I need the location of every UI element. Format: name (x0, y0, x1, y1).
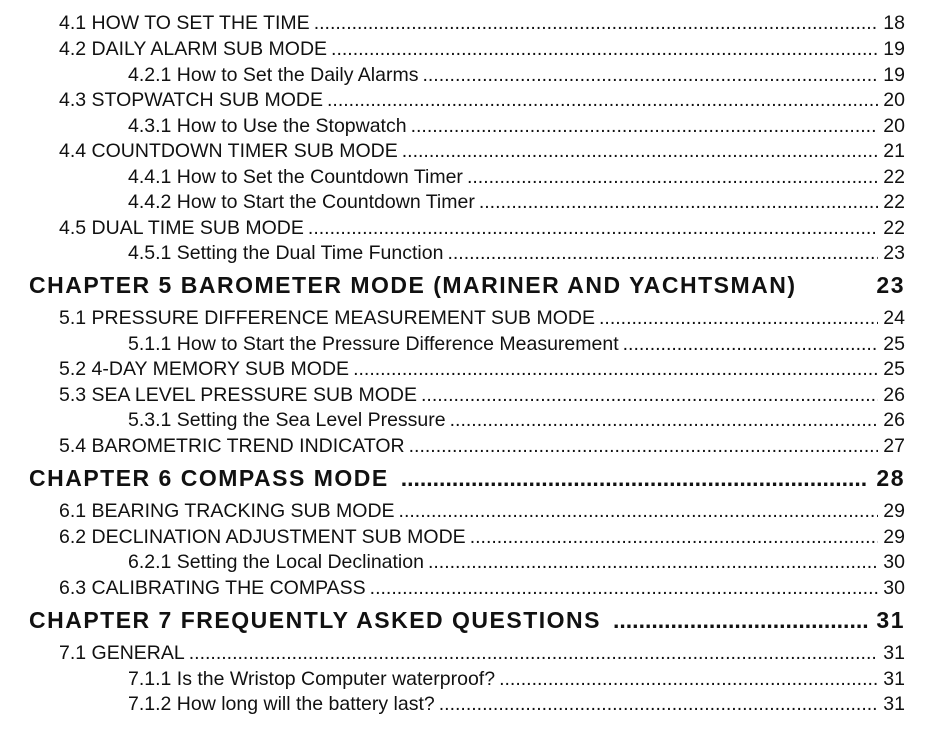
dot-leader (428, 551, 878, 574)
dot-leader (599, 307, 878, 330)
toc-page-number: 20 (883, 89, 905, 111)
dot-leader (327, 89, 878, 112)
dot-leader (370, 577, 879, 600)
toc-entry[interactable] (128, 64, 905, 87)
dot-leader (353, 358, 878, 381)
toc-entry-title: 6.2 DECLINATION ADJUSTMENT SUB MODE (59, 526, 466, 548)
toc-page-number: 30 (883, 551, 905, 573)
toc-page-number: 20 (883, 115, 905, 137)
dot-leader (331, 38, 878, 61)
dot-leader (479, 191, 878, 214)
toc-page-number: 31 (883, 693, 905, 715)
toc-page-number: 22 (883, 191, 905, 213)
dot-leader (402, 140, 879, 163)
toc-page-number: 31 (883, 668, 905, 690)
dot-leader (623, 333, 879, 356)
toc-entry-title: 4.5 DUAL TIME SUB MODE (59, 217, 304, 239)
dot-leader (470, 526, 879, 549)
toc-entry-title: 5.3 SEA LEVEL PRESSURE SUB MODE (59, 384, 417, 406)
toc-entry-title: 7.1.2 How long will the battery last? (128, 693, 435, 715)
toc-entry[interactable] (59, 358, 905, 381)
toc-entry[interactable] (59, 435, 905, 458)
toc-entry-title: 5.3.1 Setting the Sea Level Pressure (128, 409, 446, 431)
toc-entry[interactable] (59, 526, 905, 549)
toc-entry-title: 5.1.1 How to Start the Pressure Difference Measurement (128, 333, 619, 355)
toc-entry-title: 5.2 4-DAY MEMORY SUB MODE (59, 358, 350, 380)
toc-entry-title: 7.1 GENERAL (59, 642, 185, 664)
toc-entry[interactable] (128, 191, 905, 214)
toc-entry[interactable] (59, 12, 905, 35)
toc-entry[interactable] (59, 384, 905, 407)
toc-page-number: 23 (883, 242, 905, 264)
toc-entry-title: 4.4.2 How to Start the Countdown Timer (128, 191, 475, 213)
dot-leader (189, 642, 879, 665)
dot-leader (308, 217, 878, 240)
toc-entry[interactable] (59, 307, 905, 330)
toc-chapter-entry[interactable] (29, 607, 905, 634)
toc-page-number: 26 (883, 384, 905, 406)
toc-entry[interactable] (59, 89, 905, 112)
toc-page-number: 21 (883, 140, 905, 162)
dot-leader (447, 242, 878, 265)
toc-entry[interactable] (128, 166, 905, 189)
toc-page-number: 27 (883, 435, 905, 457)
toc-entry-title: CHAPTER 7 FREQUENTLY ASKED QUESTIONS (29, 607, 602, 633)
toc-chapter-entry[interactable] (29, 272, 905, 299)
toc-entry[interactable] (59, 140, 905, 163)
toc-entry[interactable] (128, 333, 905, 356)
toc-page-number: 25 (883, 358, 905, 380)
toc-page-number: 24 (883, 307, 905, 329)
toc-entry[interactable] (59, 500, 905, 523)
toc-entry-title: CHAPTER 6 COMPASS MODE (29, 465, 389, 491)
toc-entry-title: 4.1 HOW TO SET THE TIME (59, 12, 310, 34)
toc-page-number: 29 (883, 500, 905, 522)
toc-page-number: 19 (883, 38, 905, 60)
toc-entry[interactable] (59, 577, 905, 600)
toc-entry-title: 6.2.1 Setting the Local Declination (128, 551, 424, 573)
toc-entry[interactable] (59, 38, 905, 61)
toc-entry-title: 4.5.1 Setting the Dual Time Function (128, 242, 444, 264)
toc-chapter-entry[interactable] (29, 465, 905, 492)
toc-page-number: 18 (883, 12, 905, 34)
dot-leader (421, 384, 878, 407)
toc-page-number: 28 (876, 465, 905, 491)
dot-leader (314, 12, 879, 35)
toc-page-number: 22 (883, 166, 905, 188)
dot-leader (467, 166, 878, 189)
dot-leader (411, 115, 879, 138)
toc-entry-title: 4.2 DAILY ALARM SUB MODE (59, 38, 328, 60)
dot-leader (399, 500, 879, 523)
toc-entry[interactable] (128, 668, 905, 691)
toc-entry[interactable] (128, 693, 905, 716)
toc-page-number: 30 (883, 577, 905, 599)
toc-entry-title: 6.1 BEARING TRACKING SUB MODE (59, 500, 395, 522)
toc-page-number: 31 (883, 642, 905, 664)
toc-entry-title: 4.3.1 How to Use the Stopwatch (128, 115, 407, 137)
dot-leader (613, 607, 868, 634)
toc-page-number: 19 (883, 64, 905, 86)
toc-entry[interactable] (128, 242, 905, 265)
toc-entry-title: 4.4.1 How to Set the Countdown Timer (128, 166, 463, 188)
dot-leader (422, 64, 878, 87)
toc-page-number: 25 (883, 333, 905, 355)
dot-leader (499, 668, 878, 691)
toc-entry-title: 5.1 PRESSURE DIFFERENCE MEASUREMENT SUB MODE (59, 307, 595, 329)
dot-leader (409, 435, 879, 458)
dot-leader (439, 693, 879, 716)
toc-entry[interactable] (128, 409, 905, 432)
toc-entry-title: 4.3 STOPWATCH SUB MODE (59, 89, 324, 111)
toc-entry-title: CHAPTER 5 BAROMETER MODE (MARINER AND YACHTSMAN) (29, 272, 797, 298)
toc-entry[interactable] (128, 115, 905, 138)
toc-entry-title: 4.2.1 How to Set the Daily Alarms (128, 64, 419, 86)
toc-entry-title: 6.3 CALIBRATING THE COMPASS (59, 577, 366, 599)
toc-entry-title: 7.1.1 Is the Wristop Computer waterproof? (128, 668, 496, 690)
toc-page-number: 29 (883, 526, 905, 548)
toc-entry[interactable] (128, 551, 905, 574)
toc-entry[interactable] (59, 642, 905, 665)
dot-leader (450, 409, 879, 432)
toc-page-number: 23 (876, 272, 905, 298)
dot-leader (401, 465, 869, 492)
toc-page-number: 31 (876, 607, 905, 633)
toc-entry-title: 5.4 BAROMETRIC TREND INDICATOR (59, 435, 405, 457)
toc-entry[interactable] (59, 217, 905, 240)
toc-page-number: 26 (883, 409, 905, 431)
toc-entry-title: 4.4 COUNTDOWN TIMER SUB MODE (59, 140, 398, 162)
toc-page-number: 22 (883, 217, 905, 239)
